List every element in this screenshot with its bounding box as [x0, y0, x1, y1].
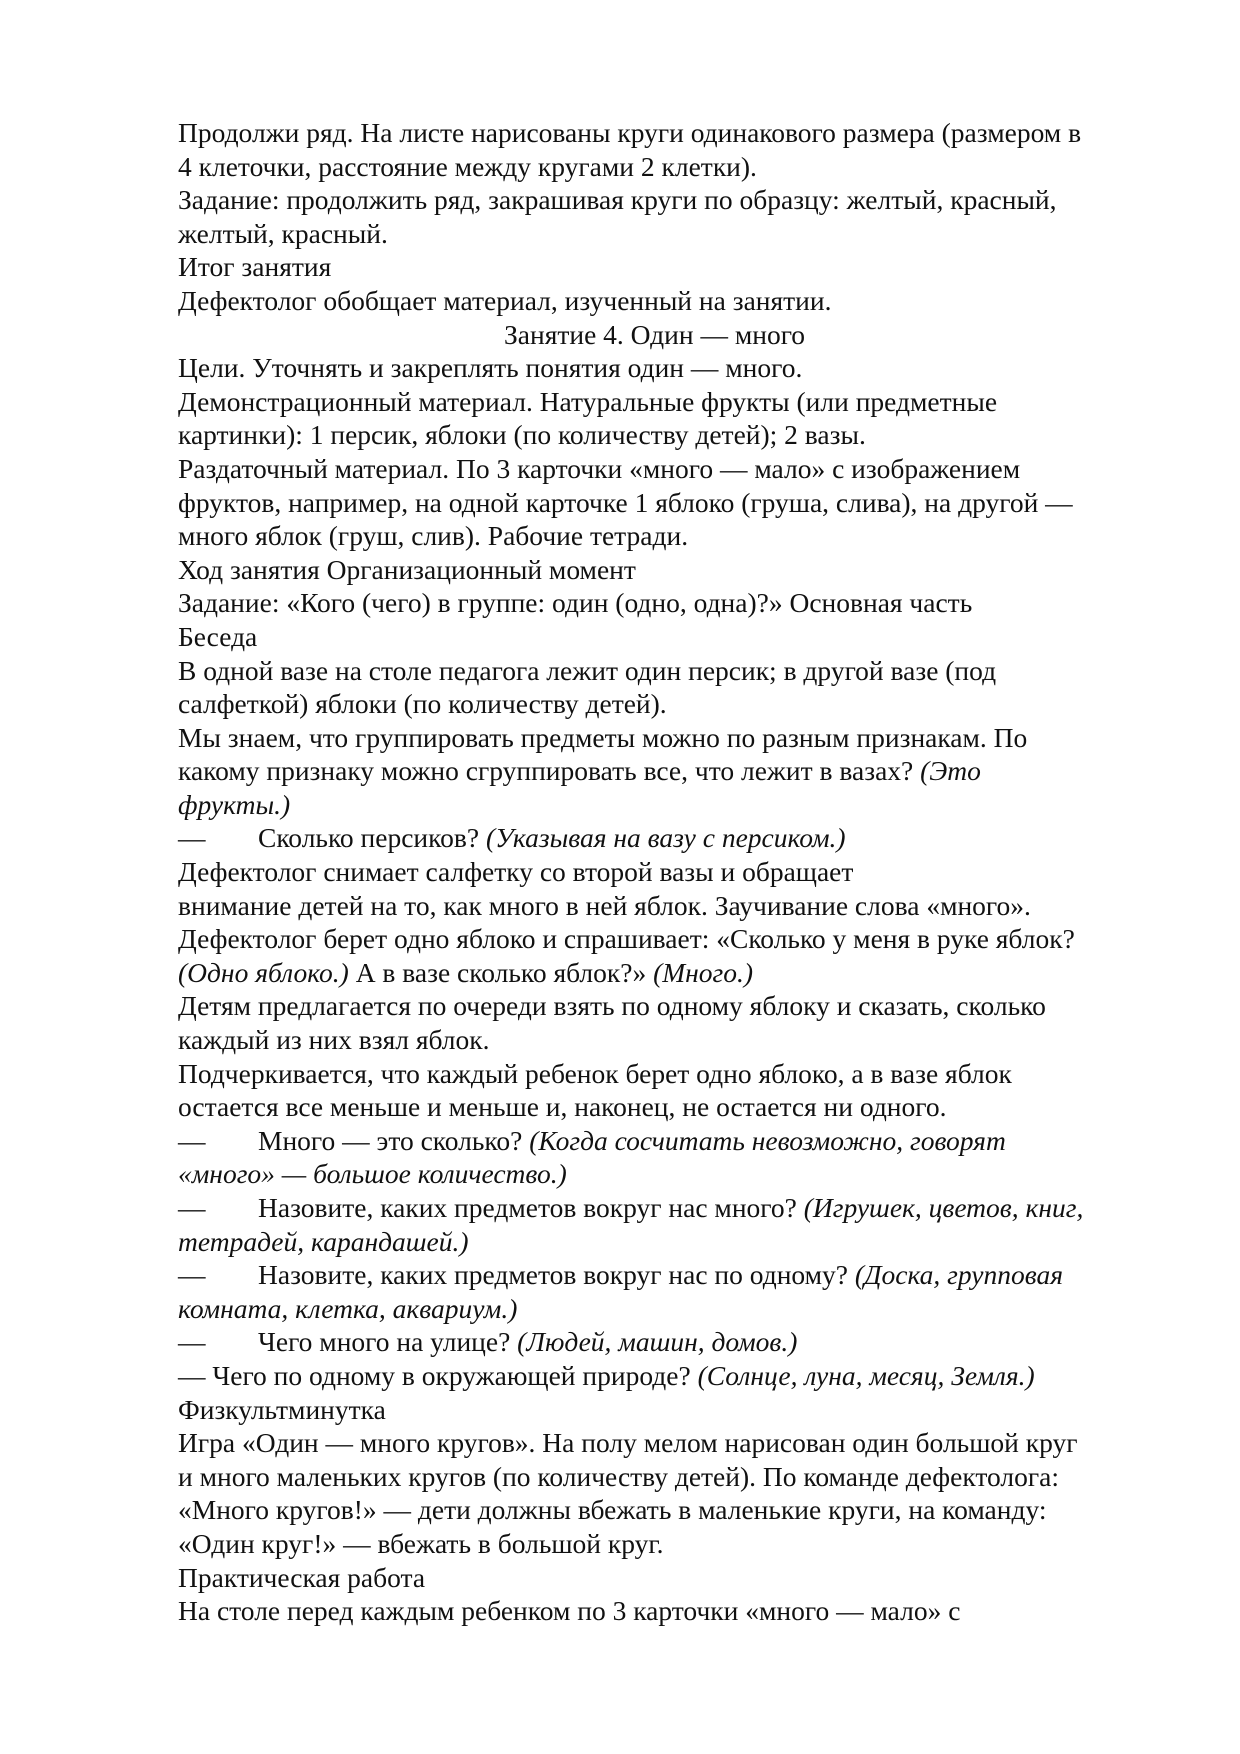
question-text: Назовите, каких предметов вокруг нас много? — [258, 1192, 804, 1223]
text-line: Продолжи ряд. На листе нарисованы круги одинакового размера (размером в — [178, 117, 1082, 148]
dialogue-line — [178, 1124, 1140, 1158]
dash: — — [178, 1124, 206, 1156]
text-line: много яблок (груш, слив). Рабочие тетради. — [178, 520, 689, 552]
italic-answer: (Солнце, луна, месяц, Земля.) — [697, 1359, 1035, 1391]
text-line — [178, 1157, 1140, 1191]
dash: — — [178, 1259, 206, 1291]
text-line: каждый из них взял яблок. — [178, 1024, 490, 1056]
dash: — — [178, 822, 206, 854]
dialogue-line — [178, 1325, 1140, 1359]
question-text: Много — это сколько? — [258, 1124, 530, 1156]
text-line: Дефектолог снимает салфетку со второй вазы и обращает — [178, 856, 854, 888]
italic-answer: (Людей, машин, домов.) — [517, 1326, 798, 1358]
italic-answer: (Когда сосчитать невозможно, говорят — [529, 1124, 1006, 1156]
text-line: Цели. Уточнять и закреплять понятия один — много. — [178, 352, 803, 384]
text-line: картинки): 1 персик, яблоки (по количеству детей); 2 вазы. — [178, 419, 866, 451]
text-span: А в вазе сколько яблок?» — [348, 956, 654, 988]
text-line: 4 клеточки, расстояние между кругами 2 клетки). — [178, 150, 757, 182]
text-line — [178, 1225, 1140, 1259]
dialogue-line — [178, 1258, 1140, 1292]
text-line: и много маленьких кругов (по количеству детей). По команде дефектолога: — [178, 1460, 1059, 1492]
italic-answer: «много» — большое количество.) — [178, 1158, 567, 1190]
lesson-title: Занятие 4. Один — много — [504, 318, 806, 350]
section-heading: Итог занятия — [178, 251, 332, 283]
text-line: Мы знаем, что группировать предметы можно по разным признакам. По — [178, 721, 1028, 753]
italic-answer: (Одно яблоко.) — [178, 956, 349, 988]
text-line — [178, 788, 1140, 822]
text-line: Раздаточный материал. По 3 карточки «много — мало» с изображением — [178, 452, 1021, 484]
text-span: какому признаку можно сгруппировать все, что лежит в вазах? — [178, 755, 921, 787]
italic-answer: (Много.) — [653, 956, 754, 988]
italic-answer: (Это — [920, 755, 981, 787]
italic-answer: фрукты.) — [178, 788, 291, 820]
text-line: «Много кругов!» — дети должны вбежать в маленькие круги, на команду: — [178, 1494, 1047, 1526]
text-line: внимание детей на то, как много в ней яблок. Заучивание слова «много». — [178, 889, 1031, 921]
text-line: Дефектолог берет одно яблоко и спрашивает: «Сколько у меня в руке яблок? — [178, 923, 1075, 955]
text-line: Демонстрационный материал. Натуральные фрукты (или предметные — [178, 385, 998, 417]
text-line: Задание: продолжить ряд, закрашивая круги по образцу: желтый, красный, — [178, 184, 1057, 216]
question-text: Сколько персиков? — [258, 822, 486, 854]
italic-answer: (Игрушек, цветов, книг, — [803, 1192, 1084, 1223]
text-line — [178, 956, 1140, 990]
question-text: — Чего по одному в окружающей природе? — [178, 1359, 698, 1391]
section-heading: Практическая работа — [178, 1561, 426, 1593]
dialogue-line — [178, 821, 1140, 855]
text-line: Подчеркивается, что каждый ребенок берет одно яблоко, а в вазе яблок — [178, 1057, 1012, 1089]
italic-answer: тетрадей, карандашей.) — [178, 1225, 469, 1257]
section-heading: Ход занятия Организационный момент — [178, 553, 636, 585]
text-line — [178, 1292, 1140, 1326]
text-line: Детям предлагается по очереди взять по одному яблоку и сказать, сколько — [178, 990, 1046, 1022]
text-line: Игра «Один — много кругов». На полу мелом нарисован один большой круг — [178, 1427, 1078, 1459]
text-line: «Один круг!» — вбежать в большой круг. — [178, 1527, 664, 1559]
section-heading: Беседа — [178, 620, 258, 652]
text-line: В одной вазе на столе педагога лежит один персик; в другой вазе (под — [178, 654, 997, 686]
question-text: Чего много на улице? — [258, 1326, 518, 1358]
text-line: салфеткой) яблоки (по количеству детей). — [178, 688, 667, 720]
italic-answer: (Указывая на вазу с персиком.) — [485, 822, 846, 854]
dialogue-line — [178, 1191, 1140, 1225]
text-line: фруктов, например, на одной карточке 1 яблоко (груша, слива), на другой — — [178, 486, 1073, 518]
dialogue-line — [178, 1359, 1140, 1393]
italic-answer: комната, клетка, аквариум.) — [178, 1292, 518, 1324]
text-line: На столе перед каждым ребенком по 3 карточки «много — мало» с — [178, 1595, 961, 1627]
question-text: Назовите, каких предметов вокруг нас по одному? — [258, 1259, 855, 1291]
italic-answer: (Доска, групповая — [854, 1259, 1064, 1291]
dash: — — [178, 1192, 206, 1223]
text-line — [178, 754, 1140, 788]
text-line: желтый, красный. — [178, 217, 388, 249]
dash: — — [178, 1326, 206, 1358]
text-line: остается все меньше и меньше и, наконец, не остается ни одного. — [178, 1091, 947, 1123]
text-line: Задание: «Кого (чего) в группе: один (одно, одна)?» Основная часть — [178, 587, 973, 619]
text-line: Дефектолог обобщает материал, изученный на занятии. — [178, 284, 832, 316]
section-heading: Физкультминутка — [178, 1393, 386, 1425]
